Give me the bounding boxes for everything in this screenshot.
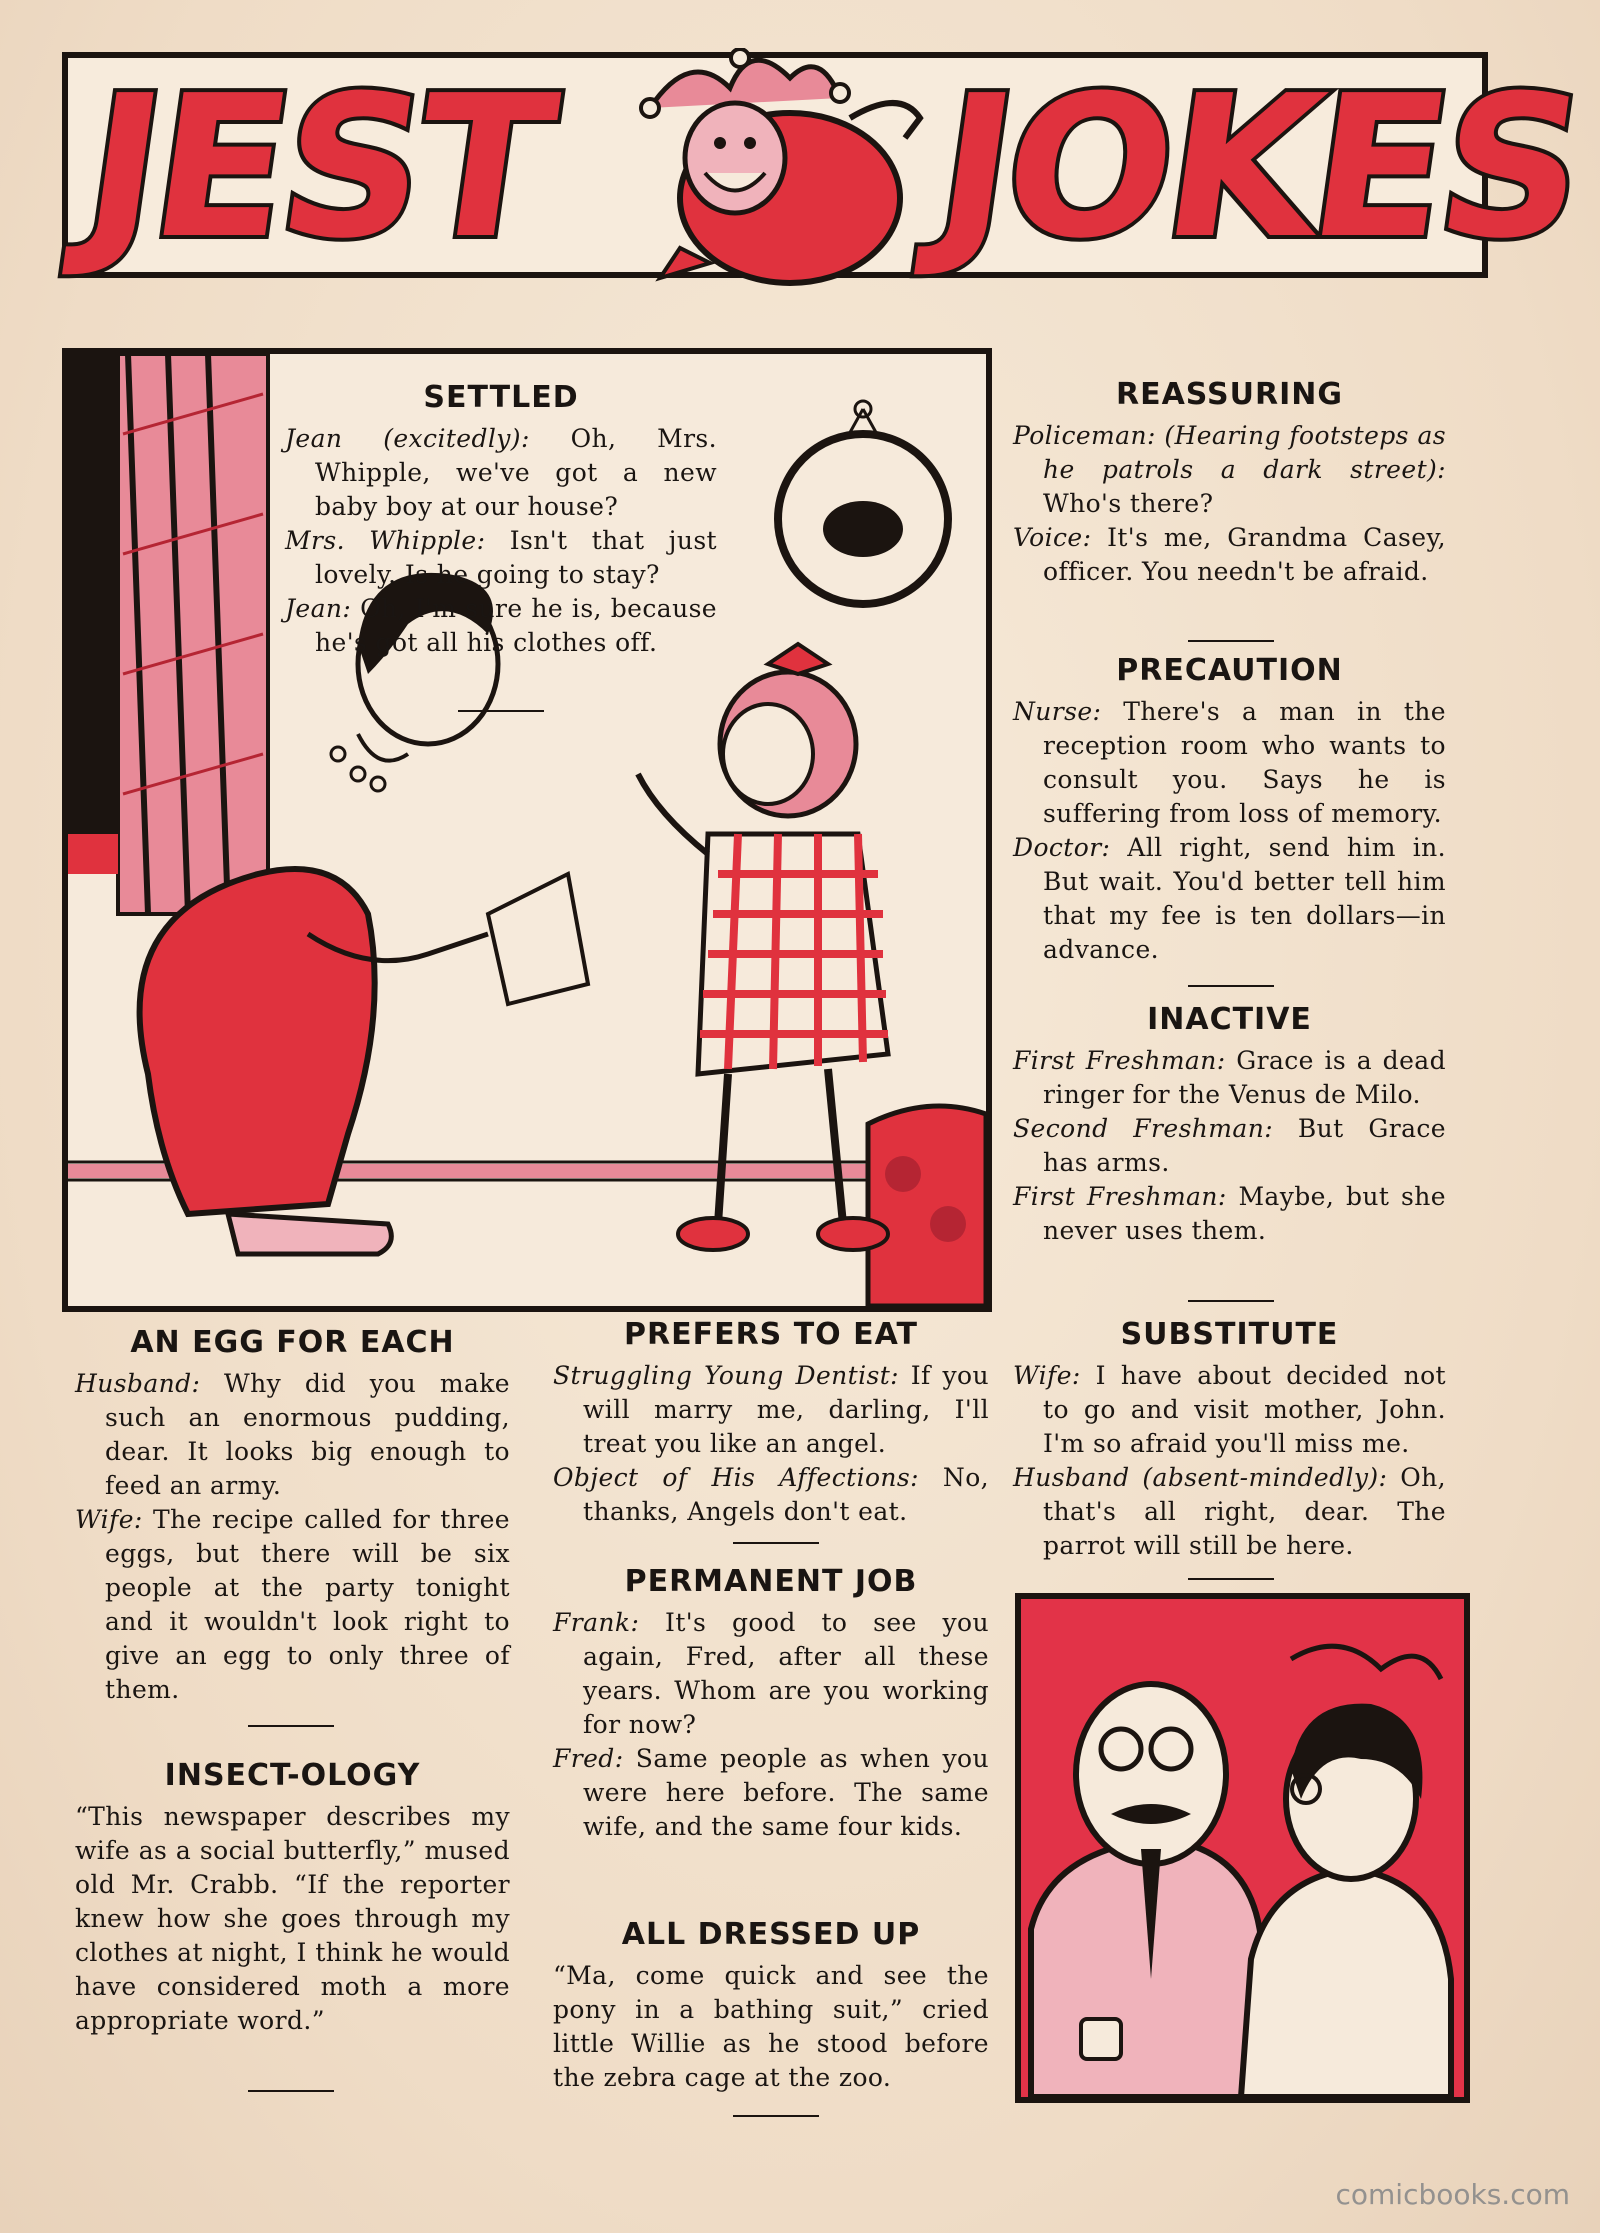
divider [248,1725,334,1727]
divider [1188,1578,1274,1580]
divider [458,710,544,712]
speaker: Mrs. Whipple: [285,526,486,555]
joke-title: INACTIVE [1147,1002,1312,1037]
speaker: Doctor: [1013,833,1111,862]
speaker: First Freshman: [1013,1182,1227,1211]
line-text: Why did you make such an enormous pudding, dear. It looks big enough to feed an army. [105,1369,510,1500]
line-text: There's a man in the reception room who wants to consult you. Says he is suffering from loss of memory. [1043,697,1446,828]
joke-line [553,1461,989,1529]
joke-prefers-to-eat [553,1315,989,1529]
joke-insect-ology [75,1756,510,2038]
line-text: Oh, Mrs. Whipple, we've got a new baby boy at our house? [315,424,717,521]
joke-line [75,1367,510,1503]
speaker: Fred: [553,1744,624,1773]
joke-title: SUBSTITUTE [1120,1317,1339,1352]
speaker: Second Freshman: [1013,1114,1274,1143]
divider [733,2115,819,2117]
speaker: Jean: [285,594,352,623]
line-text: No, thanks, Angels don't eat. [583,1463,989,1526]
speaker: Husband: [75,1369,201,1398]
joke-title: ALL DRESSED UP [621,1917,921,1952]
line-text: But Grace has arms. [1043,1114,1446,1177]
line-text: Isn't that just lovely. Is he going to stay? [315,526,717,589]
joke-line [75,1800,510,2038]
jester-illustration [620,48,940,298]
line-text: Maybe, but she never uses them. [1043,1182,1446,1245]
title-jest: JEST [71,54,562,282]
joke-line [1013,1461,1446,1563]
speaker: Wife: [75,1505,143,1534]
joke-line [75,1503,510,1707]
line-text: It's me, Grandma Casey, officer. You needn't be afraid. [1043,523,1446,586]
watermark: comicbooks.com [1335,2178,1570,2211]
joke-title: PREFERS TO EAT [624,1317,918,1352]
speaker: Object of His Affections: [553,1463,919,1492]
joke-line [553,1959,989,2095]
joke-line [553,1359,989,1461]
joke-line [1013,419,1446,521]
joke-title: PERMANENT JOB [624,1564,918,1599]
joke-line [553,1742,989,1844]
joke-title: REASSURING [1115,377,1344,412]
joke-line [1013,1180,1446,1248]
speaker: Wife: [1013,1361,1081,1390]
line-text: Same people as when you were here before. The same wife, and the same four kids. [583,1744,989,1841]
speaker: First Freshman: [1013,1046,1226,1075]
joke-title: INSECT-OLOGY [164,1758,421,1793]
line-text: The recipe called for three eggs, but there will be six people at the party tonight and it wouldn't look right to give an egg to only three of them. [105,1505,510,1704]
joke-line [1013,1359,1446,1461]
joke-line [1013,831,1446,967]
joke-precaution [1013,651,1446,967]
divider [1188,985,1274,987]
divider [1188,640,1274,642]
joke-line [1013,1044,1446,1112]
joke-all-dressed-up [553,1915,989,2095]
joke-egg-for-each [75,1323,510,1707]
line-text: Oh, I'm sure he is, because he's got all his clothes off. [315,594,717,657]
title-jokes: JOKES [923,54,1593,282]
joke-settled [285,378,717,660]
line-text: Grace is a dead ringer for the Venus de Milo. [1043,1046,1446,1109]
joke-substitute [1013,1315,1446,1563]
line-text: Who's there? [1043,489,1214,518]
line-text: If you will marry me, darling, I'll treat you like an angel. [583,1361,989,1458]
line-text: “Ma, come quick and see the pony in a bathing suit,” cried little Willie as he stood before the zebra cage at the zoo. [553,1961,989,2092]
joke-line [1013,521,1446,589]
line-text: It's good to see you again, Fred, after all these years. Whom are you working for now? [583,1608,989,1739]
divider [248,2090,334,2092]
speaker: Voice: [1013,523,1092,552]
joke-inactive [1013,1000,1446,1248]
joke-reassuring [1013,375,1446,589]
joke-line [285,524,717,592]
divider [733,1542,819,1544]
line-text: Oh, that's all right, dear. The parrot will still be here. [1043,1463,1446,1560]
speaker: Policeman: (Hearing footsteps as he patrols a dark street): [1013,421,1446,484]
divider [1188,1300,1274,1302]
speaker: Struggling Young Dentist: [553,1361,899,1390]
line-text: “This newspaper describes my wife as a social butterfly,” mused old Mr. Crabb. “If the reporter knew how she goes through my clothes at night, I think he would have considered moth a more appropriate word.” [75,1802,510,2035]
joke-title: SETTLED [423,380,579,415]
speaker: Jean (excitedly): [285,424,530,453]
joke-line [553,1606,989,1742]
panel-art [1021,1599,1464,2097]
joke-line [285,592,717,660]
joke-line [1013,1112,1446,1180]
speaker: Nurse: [1013,697,1102,726]
joke-line [1013,695,1446,831]
line-text: All right, send him in. But wait. You'd better tell him that my fee is ten dollars—in advance. [1043,833,1446,964]
speaker: Husband (absent-mindedly): [1013,1463,1388,1492]
joke-permanent-job [553,1562,989,1844]
joke-title: PRECAUTION [1116,653,1343,688]
speaker: Frank: [553,1608,640,1637]
joke-title: AN EGG FOR EACH [130,1325,455,1360]
comic-panel-two-men [1015,1593,1470,2103]
line-text: I have about decided not to go and visit mother, John. I'm so afraid you'll miss me. [1043,1361,1446,1458]
joke-line [285,422,717,524]
